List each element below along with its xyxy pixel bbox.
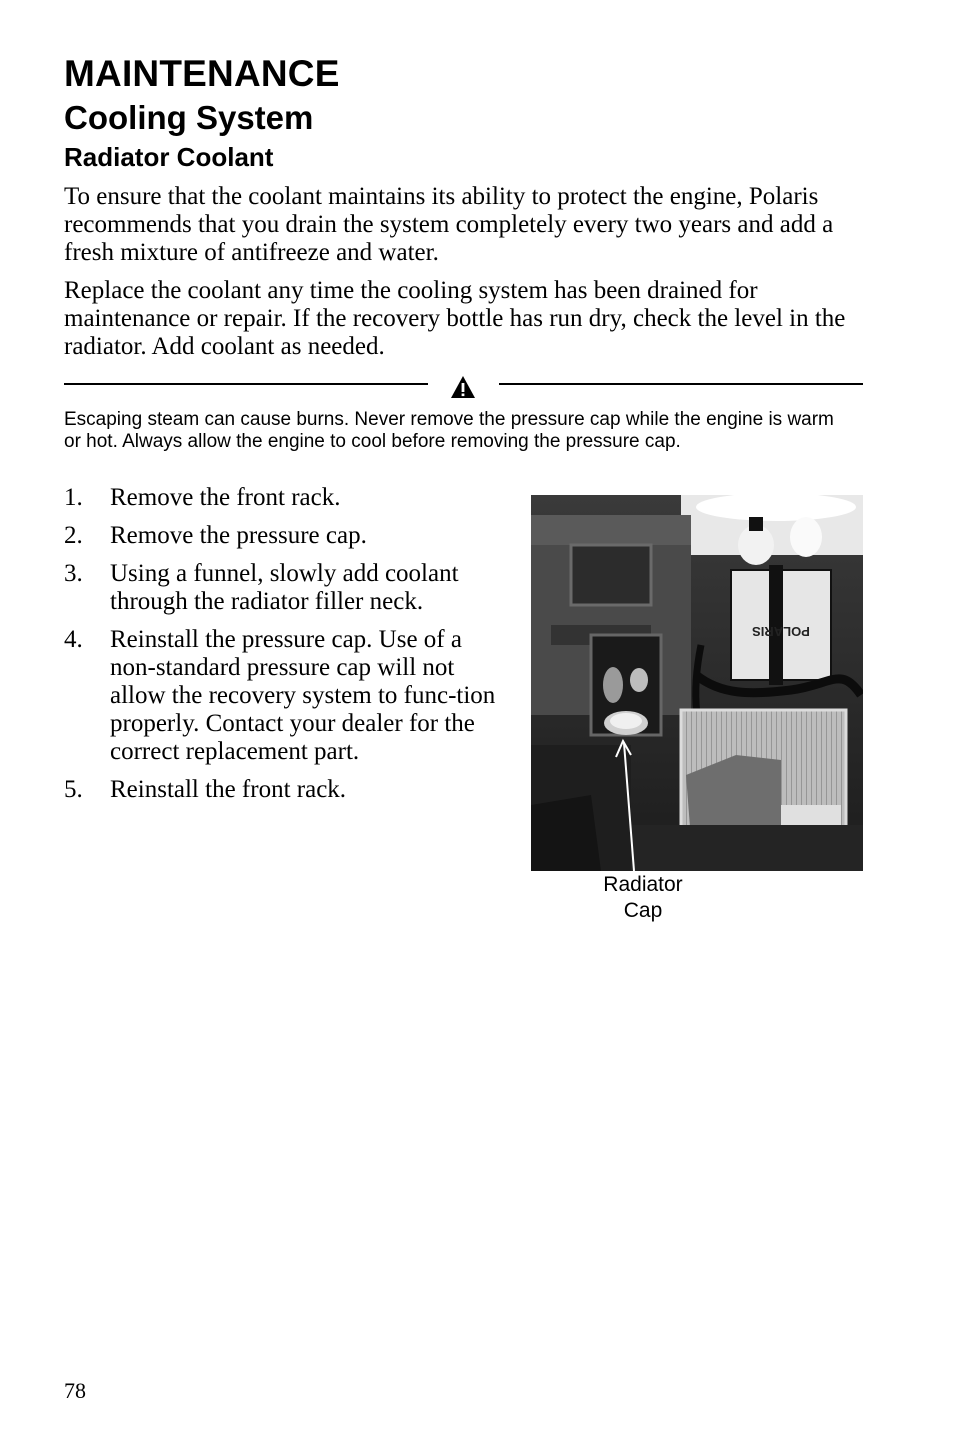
caption-line-2: Cap [623,899,663,922]
step-number: 3. [64,560,83,587]
step-text: Reinstall the front rack. [110,776,347,803]
replace-coolant-paragraph: Replace the coolant any time the cooling system has been drained for maintenance or repair. If the recovery bottle has run dry, check the level in the radiator. Add coolant as needed. [64,277,846,360]
figure-caption [583,872,703,924]
step-number: 4. [64,626,83,653]
step-number: 2. [64,522,83,549]
procedure-steps [64,484,514,814]
engine-bay-illustration [531,495,863,871]
step-item [64,560,514,616]
step-item [64,626,514,766]
step-item [64,522,514,550]
topic-heading: Radiator Coolant [64,142,274,172]
step-text: Reinstall the pressure cap. Use of a non-standard pressure cap will not allow the recovery system to func-tion properly. Contact your dealer for the correct replacement part. [110,626,496,765]
warning-rule-right [499,383,863,385]
logo-text: POLARIS [752,624,810,639]
page-number: 78 [64,1378,86,1403]
section-heading: MAINTENANCE [64,53,340,94]
intro-paragraph: To ensure that the coolant maintains its ability to protect the engine, Polaris recommends that you drain the system completely every two years and add a fresh mixture of antifreeze and water. [64,183,834,266]
warning-text: Escaping steam can cause burns. Never remove the pressure cap while the engine is warm or hot. Always allow the engine to cool before removing the pressure cap. [64,409,834,452]
engine-bay-photo [531,495,863,871]
step-text: Using a funnel, slowly add coolant through the radiator filler neck. [110,560,459,615]
caption-line-1: Radiator [603,873,683,896]
subsection-heading: Cooling System [64,99,314,136]
step-text: Remove the pressure cap. [110,522,367,549]
step-number: 5. [64,776,83,803]
warning-triangle-icon [450,375,476,399]
step-item [64,776,514,804]
step-text: Remove the front rack. [110,484,341,511]
step-number: 1. [64,484,83,511]
warning-rule-left [64,383,428,385]
step-item [64,484,514,512]
